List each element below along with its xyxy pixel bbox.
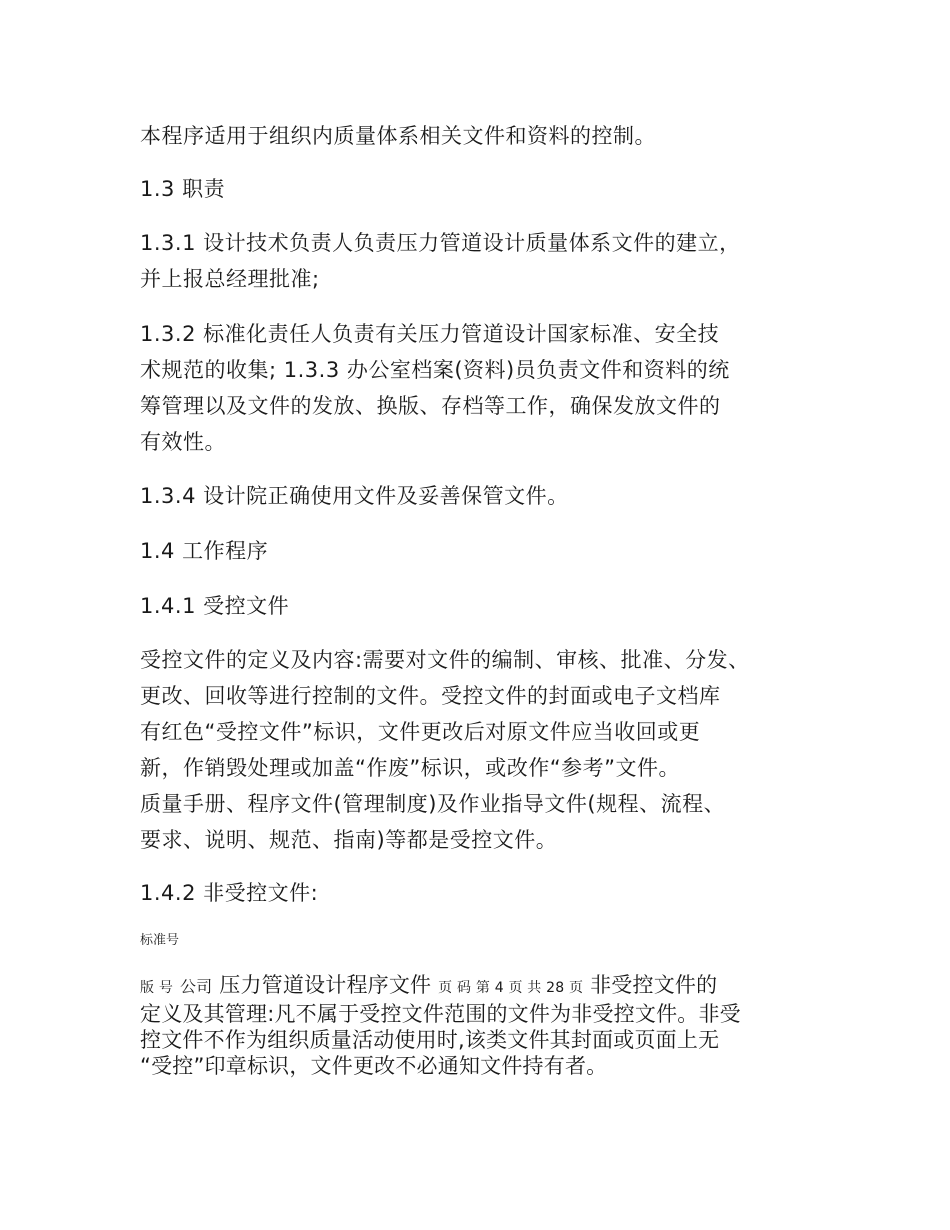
- text-line: 并上报总经理批准;: [140, 267, 320, 291]
- text-line: 有效性。: [140, 430, 226, 454]
- text-line: 更改、回收等进行控制的文件。受控文件的封面或电子文档库: [140, 684, 721, 708]
- controlled-definition: [140, 642, 750, 858]
- section-1-3-4: 1.3.4 设计院正确使用文件及妥善保管文件。: [140, 484, 569, 508]
- text-line: 新，作销毁处理或加盖“作废”标识，或改作“参考”文件。: [140, 756, 681, 780]
- section-1-3-1: [140, 225, 741, 297]
- text-line: 筹管理以及文件的发放、换版、存档等工作，确保发放文件的: [140, 394, 721, 418]
- edition-label: 版 号: [140, 980, 174, 996]
- text-line: 1.3.1 设计技术负责人负责压力管道设计质量体系文件的建立，: [140, 231, 741, 255]
- document-title: 压力管道设计程序文件: [219, 973, 432, 997]
- section-1-4-heading: 1.4 工作程序: [140, 539, 269, 563]
- text-line: 术规范的收集; 1.3.3 办公室档案(资料)员负责文件和资料的统: [140, 358, 730, 382]
- uncontrolled-definition: [140, 972, 741, 1079]
- standard-number-label: 标准号: [140, 933, 180, 948]
- text-line: “受控”印章标识，文件更改不必通知文件持有者。: [140, 1054, 608, 1078]
- section-1-4-1-heading: 1.4.1 受控文件: [140, 594, 290, 618]
- section-1-4-2-heading: 1.4.2 非受控文件:: [140, 881, 319, 905]
- text-line: 定义及其管理:凡不属于受控文件范围的文件为非受控文件。非受: [140, 1002, 741, 1026]
- company-label: 公司: [179, 977, 213, 996]
- text-line: 质量手册、程序文件(管理制度)及作业指导文件(规程、流程、: [140, 792, 726, 816]
- text-line: 1.3.2 标准化责任人负责有关压力管道设计国家标准、安全技: [140, 322, 720, 346]
- text-line: 有红色“受控文件”标识，文件更改后对原文件应当收回或更: [140, 720, 701, 744]
- page-header-line: [140, 972, 741, 1001]
- text-line: 控文件不作为组织质量活动使用时,该类文件其封面或页面上无: [140, 1028, 720, 1052]
- text-line: 受控文件的定义及内容:需要对文件的编制、审核、批准、分发、: [140, 648, 750, 672]
- text-fragment: 非受控文件的: [590, 973, 718, 997]
- section-1-3-2: [140, 316, 730, 460]
- scope-paragraph: 本程序适用于组织内质量体系相关文件和资料的控制。: [140, 124, 656, 148]
- page-info: 页 码 第 4 页 共 28 页: [438, 980, 584, 996]
- section-1-3-heading: 1.3 职责: [140, 177, 226, 201]
- text-line: 要求、说明、规范、指南)等都是受控文件。: [140, 828, 558, 852]
